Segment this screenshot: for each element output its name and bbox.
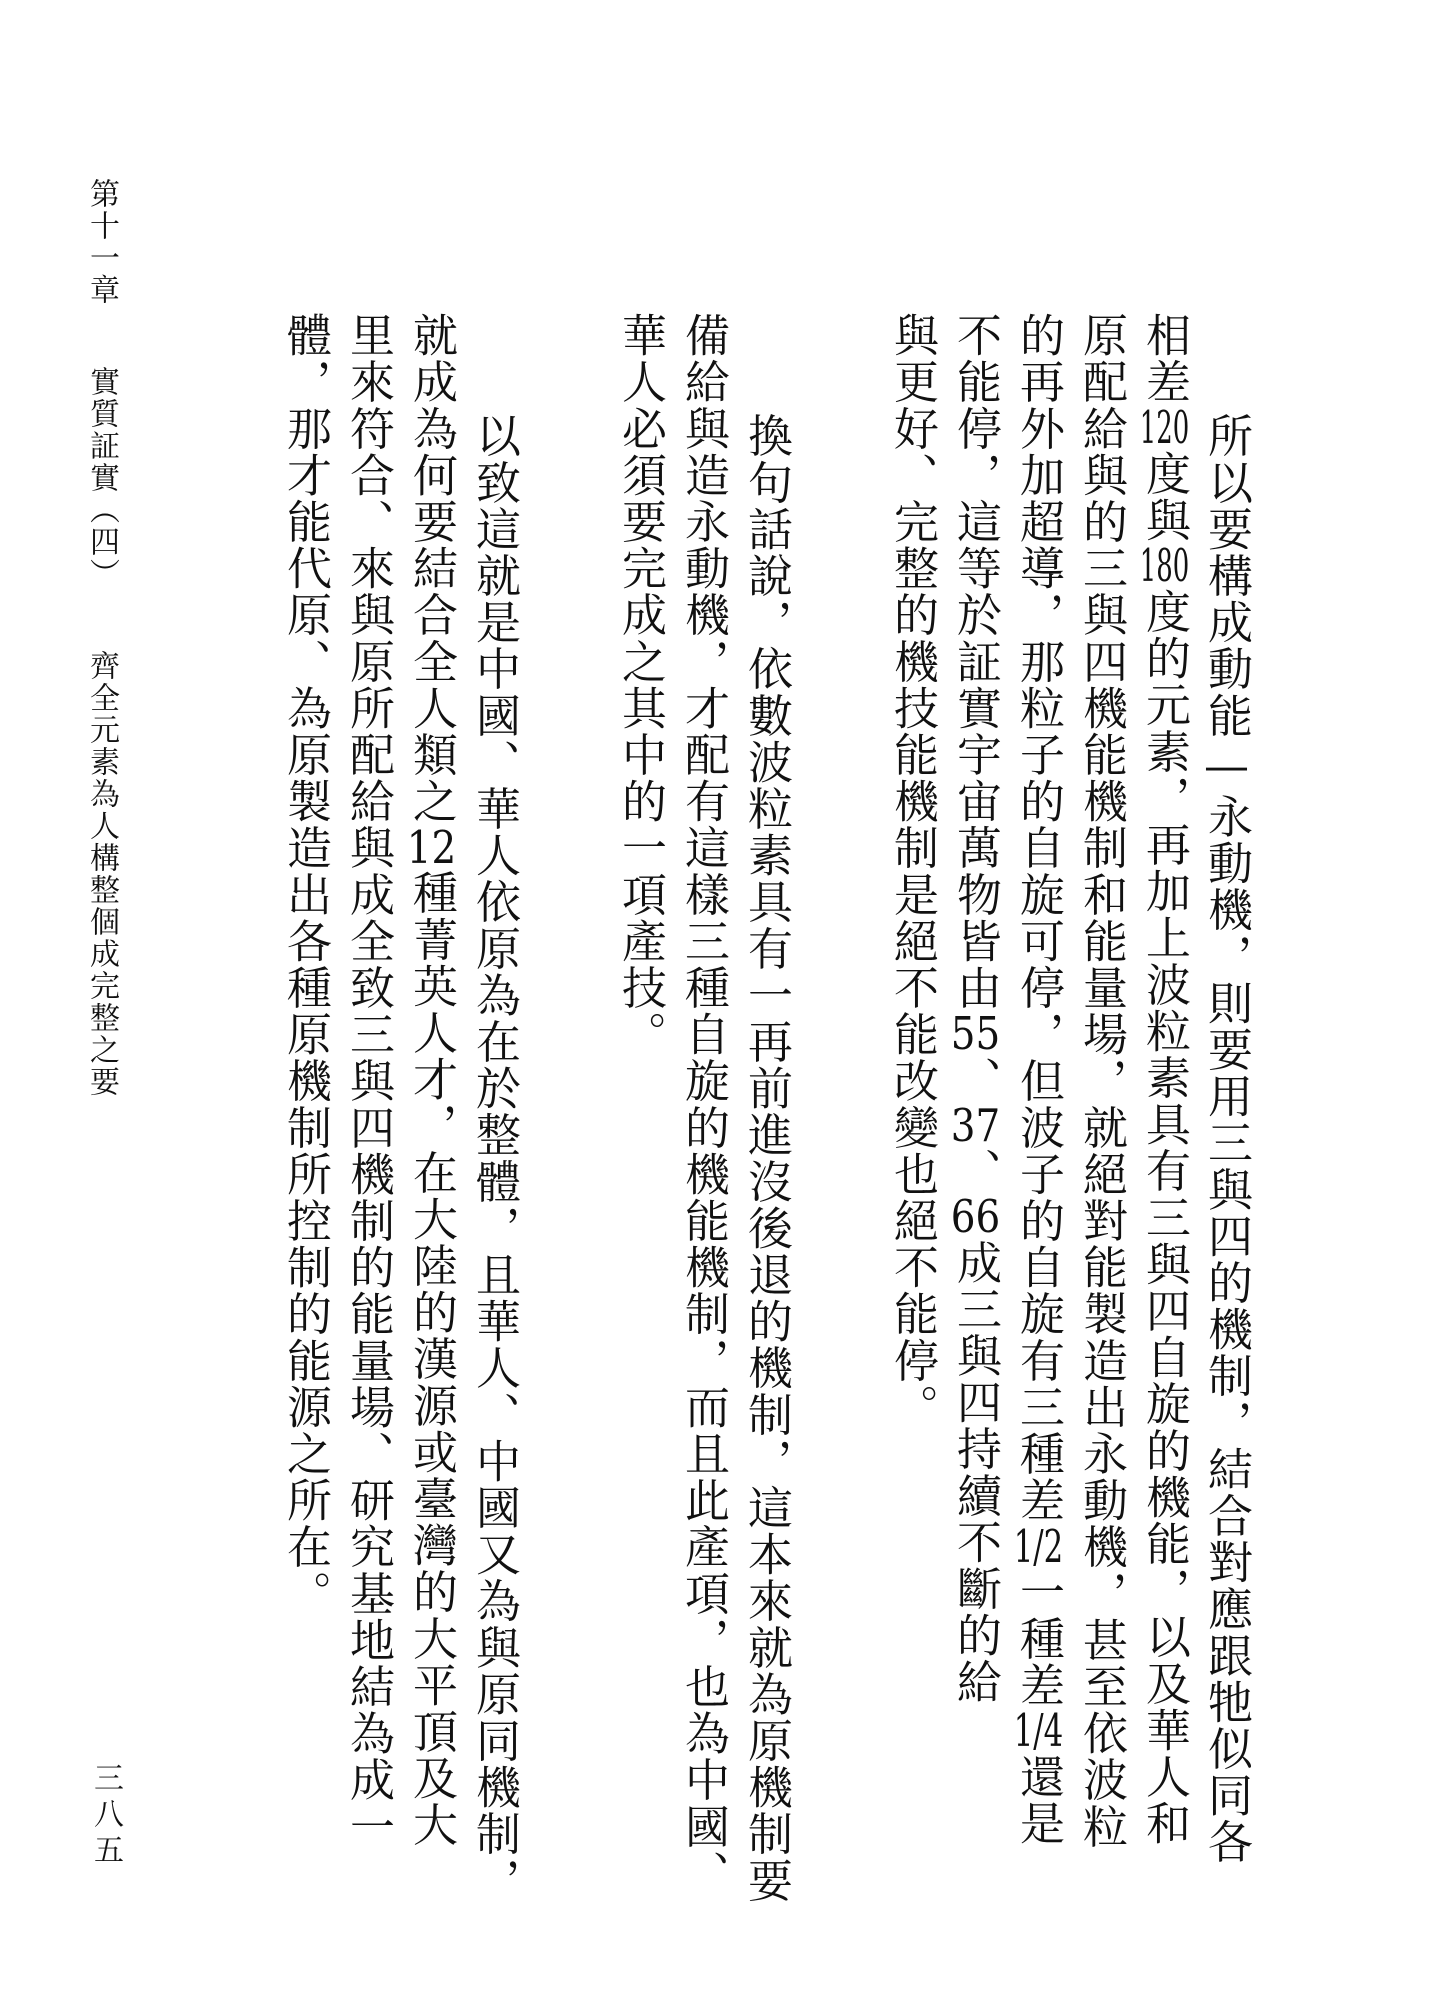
chapter-label: 第十一章 (84, 178, 119, 306)
text-column: 換句話說，依數波粒素具有一再前進沒後退的機制，這本來就為原機制要 (740, 366, 793, 1904)
header-title: 齊全元素為人構整個成完整之要 (84, 650, 119, 1098)
text-column: 所以要構成動能—永動機，則要用三與四的機制，結合對應跟牠似同各 (1200, 366, 1253, 1866)
text-column: 的再外加超導，那粒子的自旋可停，但波子的自旋有三種差1/2一種差1/4還是 (1012, 312, 1065, 1847)
text-column: 備給與造永動機，才配有這樣三種自旋的機能機制，而且此產項，也為中國、 (677, 312, 730, 1897)
text-column: 相差120度與180度的元素，再加上波粒素具有三與四自旋的機能，以及華人和 (1138, 312, 1191, 1847)
text-column: 不能停，這等於証實宇宙萬物皆由55、37、66成三與四持續不斷的給 (949, 312, 1002, 1706)
text-column: 原配給與的三與四機能機制和能量場，就絕對能製造出永動機，甚至依波粒 (1075, 312, 1128, 1850)
section-label: 實質証實（四） (84, 366, 119, 590)
text-column: 就成為何要結合全人類之12種菁英人才，在大陸的漢源或臺灣的大平頂及大 (405, 312, 458, 1849)
running-header (84, 178, 119, 1098)
text-column: 與更好、完整的機技能機制是絕不能改變也絕不能停。 (886, 312, 939, 1431)
text-column: 以致這就是中國、華人依原為在於整體，且華人、中國又為與原同機制， (468, 366, 521, 1904)
text-column: 體，那才能代原、為原製造出各種原機制所控制的能源之所在。 (279, 312, 332, 1617)
text-column: 華人必須要完成之其中的一項產技。 (614, 312, 667, 1058)
page-number: 三八五 (88, 1762, 123, 1870)
text-column: 里來符合、來與原所配給與成全致三與四機制的能量場、研究基地結為成一 (342, 312, 395, 1850)
